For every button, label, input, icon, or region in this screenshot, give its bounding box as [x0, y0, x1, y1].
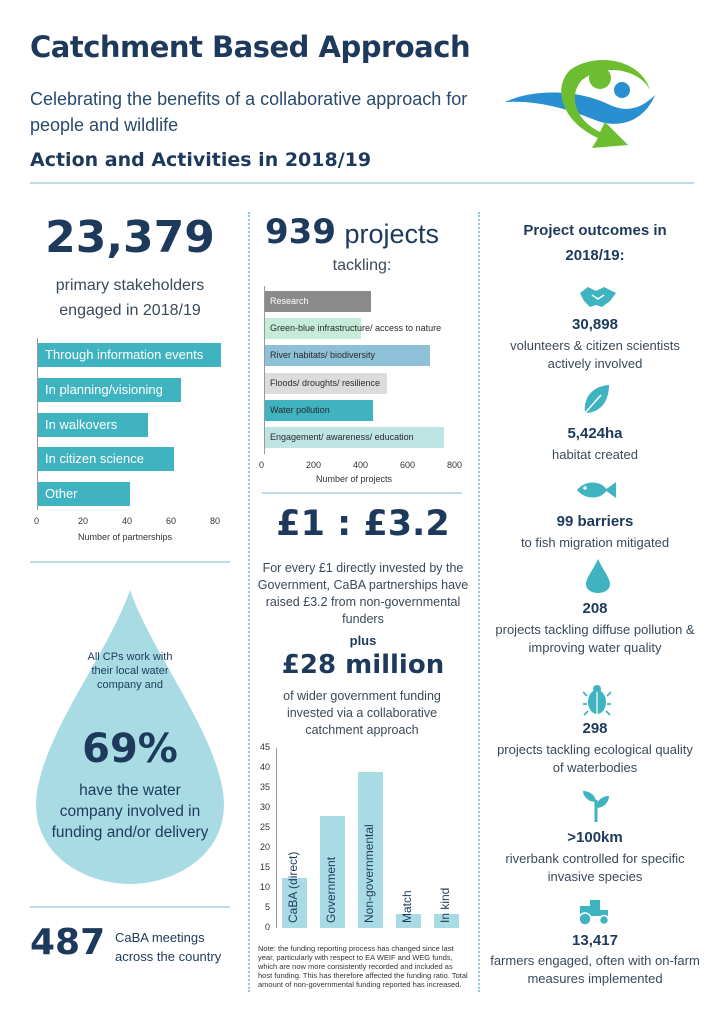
- outcome-text: farmers engaged, often with on-farm measures implemented: [490, 953, 700, 986]
- y-tick-label: 15: [259, 862, 270, 872]
- bar-label: Other: [45, 486, 78, 502]
- outcome-value: 30,898: [572, 316, 618, 333]
- bar-label: In walkovers: [45, 416, 118, 432]
- handshake-icon: [578, 283, 618, 311]
- projects-number: 939: [265, 212, 336, 252]
- bar-label: In citizen science: [45, 451, 144, 467]
- bar-label: In planning/visioning: [45, 381, 163, 397]
- y-tick-label: 45: [259, 742, 270, 752]
- x-tick-label: 800: [447, 460, 463, 470]
- projects-tackling: tackling:: [332, 257, 392, 274]
- x-tick-label: 60: [166, 516, 177, 526]
- outcome-text: riverbank controlled for specific invasive species: [505, 851, 685, 884]
- outcome-value: 99 barriers: [556, 513, 634, 530]
- x-tick-label: 0: [259, 460, 265, 470]
- x-tick-label: 80: [210, 516, 221, 526]
- left-divider-1: [30, 561, 230, 563]
- x-tick-label: 40: [122, 516, 133, 526]
- outcome-text: projects tackling ecological quality of waterbodies: [497, 742, 693, 775]
- bar-label: Green-blue infrastructure/ access to nature: [270, 323, 442, 334]
- y-tick-label: 35: [259, 782, 270, 792]
- y-tick-label: 40: [259, 762, 270, 772]
- outcome-value: >100km: [567, 829, 623, 846]
- funding-note: Note: the funding reporting process has changed since last year, particularly with respect to EA WEIF and WEG funds, which are now more consistently recorded and included as host funding. This has therefore affected the funding ratio. Total amount of non-governmental funding reported has increased.: [258, 944, 468, 989]
- bar-label: Floods/ droughts/ resilience: [270, 377, 381, 388]
- drop-text-bottom: have the water company involved in funding and/or delivery: [51, 782, 209, 841]
- outcome-text: to fish migration mitigated: [520, 535, 670, 550]
- x-axis-title: Number of projects: [316, 474, 393, 484]
- meetings-number: 487: [30, 922, 106, 963]
- x-tick-label: 20: [78, 516, 89, 526]
- outcomes-title: Project outcomes in 2018/19:: [523, 222, 667, 264]
- bar-label: Through information events: [45, 347, 204, 362]
- projects-heading: [265, 212, 465, 252]
- outcome-value: 298: [582, 720, 608, 737]
- bar-label: CaBA (direct): [286, 851, 300, 923]
- bar-label: Research: [270, 296, 309, 306]
- water-drop-icon: [585, 558, 611, 594]
- column-divider-1: [248, 212, 250, 992]
- caba-logo-icon: [500, 50, 660, 150]
- bar-label: Match: [400, 890, 414, 923]
- outcome-text: habitat created: [551, 447, 638, 462]
- y-tick-label: 25: [259, 822, 270, 832]
- million-value: £28 million: [281, 650, 445, 680]
- mid-divider-1: [262, 492, 462, 494]
- bar-label: In kind: [438, 887, 452, 923]
- axis-line: [276, 748, 277, 928]
- header-divider: [30, 182, 694, 184]
- x-tick-label: 600: [400, 460, 416, 470]
- million-text: of wider government funding invested via a collaborative catchment approach: [283, 689, 441, 737]
- fish-icon: [575, 480, 617, 500]
- ratio-value: £1 : £3.2: [276, 504, 450, 544]
- page-subtitle: Celebrating the benefits of a collaborative approach for people and wildlife: [30, 89, 468, 135]
- outcome-value: 13,417: [572, 932, 618, 949]
- tractor-icon: [576, 898, 612, 926]
- y-tick-label: 10: [259, 882, 270, 892]
- sprout-icon: [580, 788, 612, 824]
- outcome-text: volunteers & citizen scientists actively involved: [510, 338, 680, 371]
- y-tick-label: 5: [264, 902, 270, 912]
- drop-percent: 69%: [82, 726, 178, 772]
- x-axis-title: Number of partnerships: [78, 532, 173, 542]
- ratio-plus: plus: [349, 633, 377, 648]
- bar-label: River habitats/ biodiversity: [270, 350, 376, 361]
- y-tick-label: 0: [264, 922, 270, 932]
- outcome-value: 5,424ha: [567, 425, 623, 442]
- stakeholders-text: primary stakeholders engaged in 2018/19: [55, 277, 205, 319]
- x-tick-label: 0: [34, 516, 40, 526]
- outcome-text: projects tackling diffuse pollution & improving water quality: [495, 622, 695, 655]
- stakeholders-number: 23,379: [45, 212, 215, 263]
- leaf-icon: [581, 383, 611, 417]
- bar-label: Government: [324, 856, 338, 923]
- x-tick-label: 400: [353, 460, 369, 470]
- drop-text-top: All CPs work with their local water company and: [87, 651, 173, 691]
- bar-label: Engagement/ awareness/ education: [270, 432, 414, 442]
- bar-label: Water pollution: [270, 404, 330, 415]
- left-divider-2: [30, 906, 230, 908]
- bar-label: Non-governmental: [362, 824, 376, 923]
- beetle-icon: [583, 684, 611, 716]
- y-tick-label: 30: [259, 802, 270, 812]
- outcome-value: 208: [582, 600, 608, 617]
- y-tick-label: 20: [259, 842, 270, 852]
- section-title: Action and Activities in 2018/19: [30, 149, 372, 171]
- ratio-text: For every £1 directly invested by the Government, CaBA partnerships have raised £3.2 from non-governmental funders: [257, 561, 469, 626]
- projects-word: projects: [344, 219, 439, 249]
- x-tick-label: 200: [306, 460, 322, 470]
- meetings-text: CaBA meetings across the country: [115, 930, 222, 964]
- page-title: Catchment Based Approach: [30, 30, 471, 64]
